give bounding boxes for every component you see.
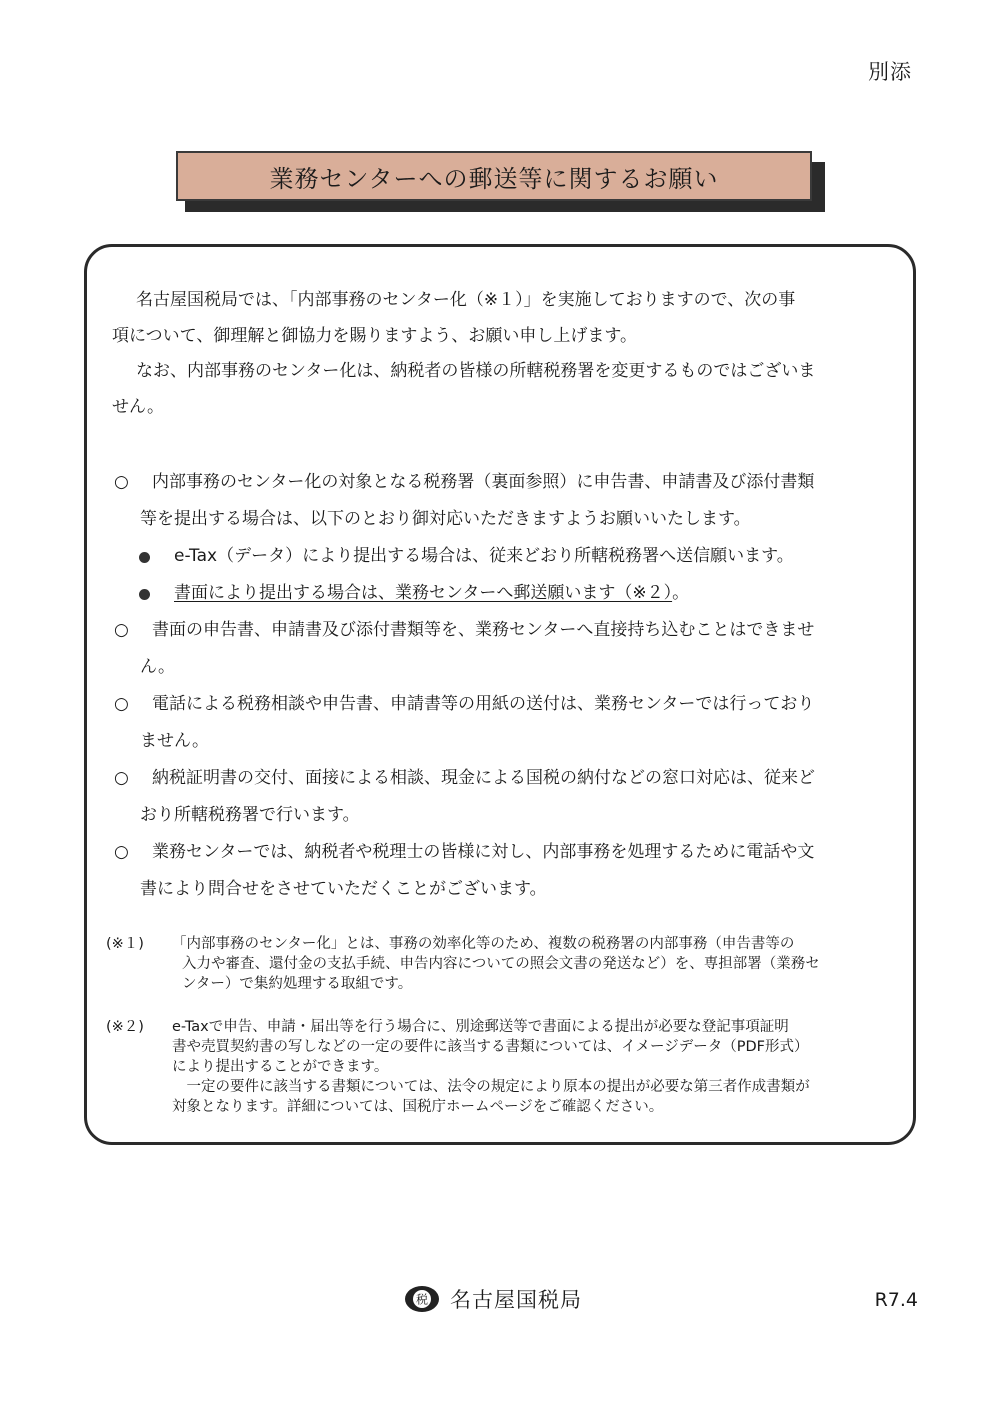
- footnote-1: [106, 934, 906, 994]
- item-5-line-1: 業務センターでは、納税者や税理士の皆様に対し、内部事務を処理するために電話や文: [152, 842, 815, 862]
- bullet-item: [112, 575, 902, 612]
- item-4-line-2: おり所轄税務署で行います。: [140, 805, 360, 825]
- item-2-line-2: ん。: [140, 657, 176, 677]
- footnote-1-line-3: ンター）で集約処理する取組です。: [182, 976, 413, 992]
- version-label: R7.4: [874, 1289, 918, 1311]
- intro-p1-line-2: 項について、御理解と御協力を賜りますよう、お願い申し上げます。: [112, 326, 637, 346]
- footnote-2-line-4: 一定の要件に該当する書類については、法令の規定により原本の提出が必要な第三者作成書類が: [172, 1079, 810, 1095]
- bullet-2-underlined-text: 書面により提出する場合は、業務センターへ郵送願います（※２）: [174, 583, 673, 603]
- footnote-1-line-2: 入力や審査、還付金の支払手続、申告内容についての照会文書の発送など）を、専担部署（業務セ: [182, 956, 820, 972]
- footnote-2-line-3: により提出することができます。: [172, 1059, 389, 1075]
- list-item: [112, 612, 902, 686]
- item-5-line-2: 書により問合せをさせていただくことがございます。: [140, 879, 547, 899]
- bullet-item: [112, 538, 902, 575]
- circle-marker: ○: [114, 768, 129, 788]
- request-items: [112, 464, 902, 908]
- circle-marker: ○: [114, 472, 129, 492]
- bullet-dot-icon: [139, 552, 150, 563]
- page-title: 業務センターへの郵送等に関するお願い: [176, 151, 812, 201]
- list-item: [112, 760, 902, 834]
- footnote-1-line-1: 「内部事務のセンター化」とは、事務の効率化等のため、複数の税務署の内部事務（申告書等の: [172, 936, 795, 952]
- circle-marker: ○: [114, 694, 129, 714]
- intro-p1-line-1: 名古屋国税局では、「内部事務のセンター化（※１）」を実施しておりますので、次の事: [136, 290, 796, 310]
- list-item: [112, 834, 902, 908]
- item-1-line-1: 内部事務のセンター化の対象となる税務署（裏面参照）に申告書、申請書及び添付書類: [152, 472, 815, 492]
- footnote-2-mark: (※２): [106, 1019, 144, 1035]
- intro-p2-line-2: せん。: [112, 397, 165, 417]
- item-1-line-2: 等を提出する場合は、以下のとおり御対応いただきますようお願いいたします。: [140, 509, 751, 529]
- bullet-1-text: e-Tax（データ）により提出する場合は、従来どおり所轄税務署へ送信願います。: [174, 546, 794, 566]
- agency-name: 名古屋国税局: [450, 1288, 582, 1312]
- intro-paragraph-1: [112, 282, 892, 354]
- bullet-2-end: 。: [672, 583, 690, 603]
- circle-marker: ○: [114, 620, 129, 640]
- item-3-line-1: 電話による税務相談や申告書、申請書等の用紙の送付は、業務センターでは行っており: [152, 694, 815, 714]
- svg-text:税: 税: [415, 1292, 429, 1307]
- intro-paragraph-2: [112, 353, 892, 425]
- item-2-line-1: 書面の申告書、申請書及び添付書類等を、業務センターへ直接持ち込むことはできませ: [152, 620, 815, 640]
- footnote-2: [106, 1017, 906, 1117]
- footnote-1-mark: (※１): [106, 936, 144, 952]
- attachment-label: 別添: [868, 60, 912, 84]
- list-item: [112, 464, 902, 538]
- item-4-line-1: 納税証明書の交付、面接による相談、現金による国税の納付などの窓口対応は、従来ど: [152, 768, 815, 788]
- circle-marker: ○: [114, 842, 129, 862]
- intro-p2-line-1: なお、内部事務のセンター化は、納税者の皆様の所轄税務署を変更するものではございま: [136, 361, 816, 381]
- bullet-dot-icon: [139, 589, 150, 600]
- footnote-2-line-2: 書や売買契約書の写しなどの一定の要件に該当する書類については、イメージデータ（PDF形式）: [172, 1039, 809, 1055]
- footnote-2-line-1: e-Taxで申告、申請・届出等を行う場合に、別途郵送等で書面による提出が必要な登記事項証明: [172, 1019, 789, 1035]
- footer-agency: [404, 1284, 582, 1314]
- tax-emblem-icon: [404, 1285, 440, 1313]
- footnote-2-line-5: 対象となります。詳細については、国税庁ホームページをご確認ください。: [172, 1099, 664, 1115]
- item-3-line-2: ません。: [140, 731, 210, 751]
- list-item: [112, 686, 902, 760]
